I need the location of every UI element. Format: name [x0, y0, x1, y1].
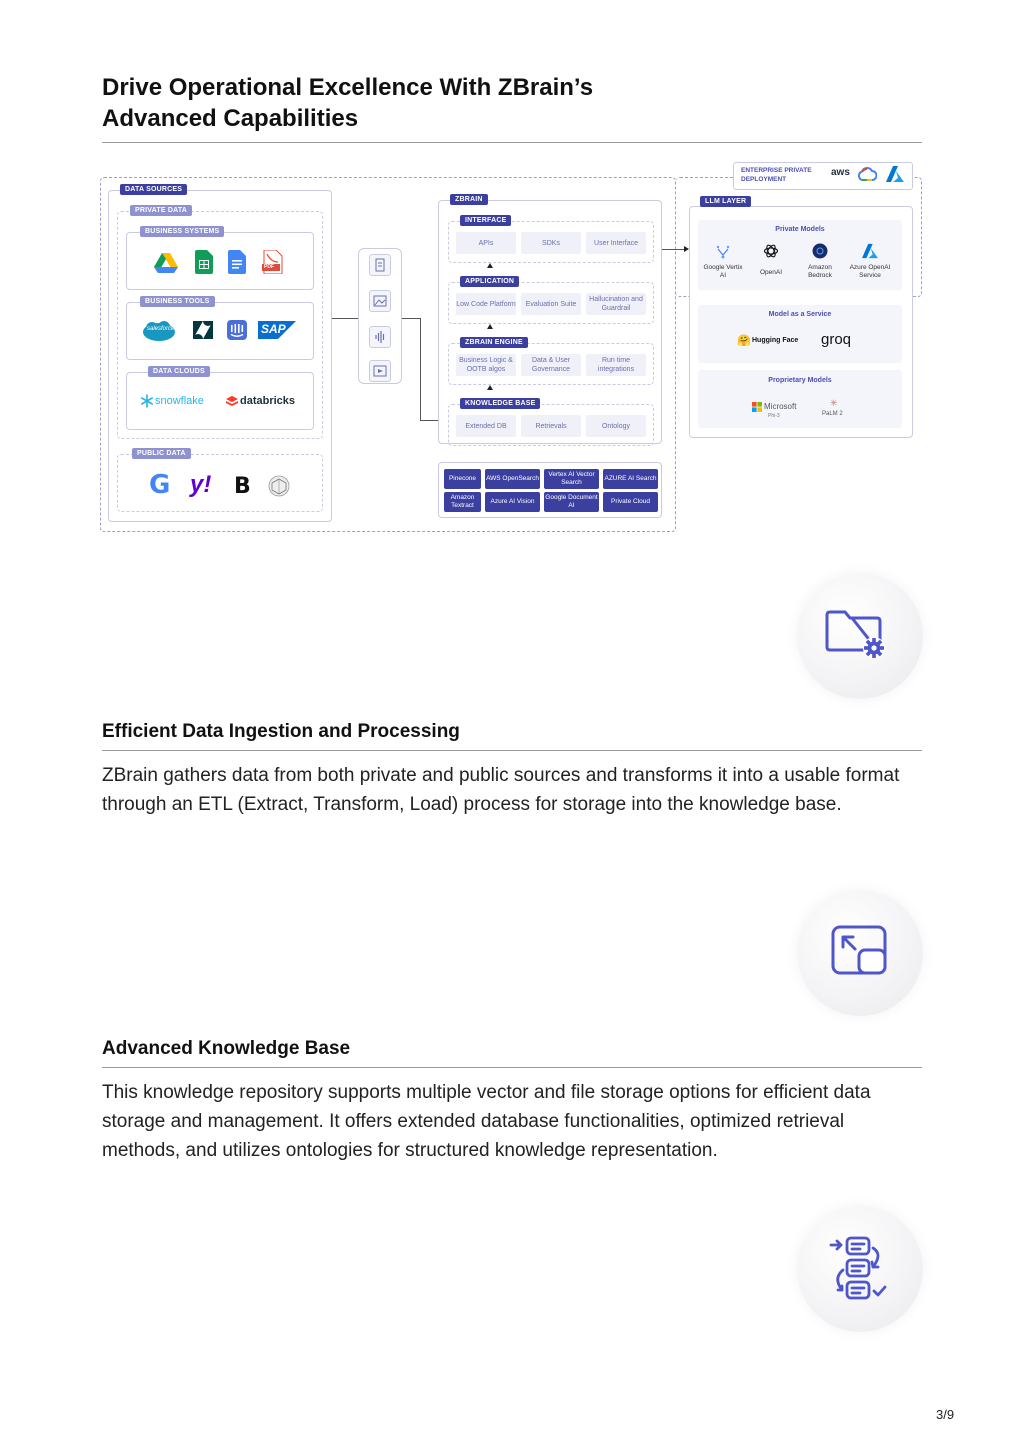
section-text-knowledge-base: This knowledge repository supports multiple vector and file storage options for efficient data storage and management. It offers extended database functionalities, optimized retrieval methods, and utilizes ontologies for structured knowledge representation. [102, 1082, 871, 1161]
vertex-ai-icon [715, 243, 731, 259]
google-cloud-icon [857, 167, 877, 182]
expand-window-icon [797, 890, 923, 1016]
databricks-label: databricks [240, 395, 296, 407]
palm-label: PaLM 2 [822, 411, 843, 417]
pdf-label: PDF [264, 264, 274, 270]
microsoft-label: Microsoft [764, 402, 797, 411]
llm-layer-tag: LLM LAYER [700, 196, 751, 207]
palm-icon: ✳ [830, 398, 838, 408]
folder-gear-icon [797, 573, 923, 699]
interface-tag: INTERFACE [460, 215, 511, 226]
extended-db-cell: Extended DB [456, 415, 516, 437]
page-title-line1: Drive Operational Excellence With ZBrain’s [102, 74, 594, 101]
video-glyph [373, 364, 387, 378]
intercom-icon [227, 320, 247, 340]
business-tools-tag: BUSINESS TOOLS [140, 296, 215, 307]
public-data-tag: PUBLIC DATA [132, 448, 191, 459]
hugging-face-label: Hugging Face [752, 337, 799, 344]
snowflake-icon [140, 394, 154, 408]
knowledge-base-tag: KNOWLEDGE BASE [460, 398, 540, 409]
section-divider-ingestion [102, 750, 922, 751]
zendesk-icon [192, 320, 214, 340]
connector-sources [332, 318, 358, 319]
openai-label: OpenAI [759, 269, 783, 276]
bedrock-icon [812, 243, 828, 259]
store-azure-ai-vision: Azure AI Vision [485, 492, 540, 512]
private-data-tag: PRIVATE DATA [130, 205, 192, 216]
azure-openai-label: Azure OpenAI Service [849, 264, 891, 279]
governance-cell: Data & User Governance [521, 354, 581, 376]
sap-label: SAP [261, 322, 286, 336]
wikipedia-icon [268, 475, 290, 497]
openai-icon [763, 243, 779, 259]
section-text-ingestion: ZBrain gathers data from both private and public sources and transforms it into a usable format through an ETL (Extract, Transform, Load) process for storage into the knowledge base. [102, 765, 900, 815]
page-title [102, 72, 922, 134]
arrow-up-engine [487, 385, 493, 390]
azure-openai-icon [862, 243, 878, 259]
hallucination-cell: Hallucination and Guardrail [586, 293, 646, 315]
microsoft-icon [752, 402, 762, 412]
databricks-icon [226, 396, 238, 408]
store-azure-ai-search: AZURE AI Search [603, 469, 658, 489]
store-private-cloud: Private Cloud [603, 492, 658, 512]
store-amazon-textract: Amazon Textract [444, 492, 481, 512]
groq-label: groq [821, 331, 852, 348]
google-logo: G [149, 470, 171, 500]
audio-glyph [373, 330, 387, 344]
section-divider-knowledge-base [102, 1067, 922, 1068]
yahoo-logo: y! [190, 471, 212, 498]
google-docs-icon [228, 250, 246, 274]
azure-icon [886, 166, 904, 182]
apis-cell: APIs [456, 232, 516, 254]
connector-to-llm [662, 249, 684, 250]
store-vertex-ai: Vertex AI Vector Search [544, 469, 599, 489]
zbrain-tag: ZBRAIN [450, 194, 488, 205]
ontology-cell: Ontology [586, 415, 646, 437]
proprietary-box [698, 370, 902, 428]
maas-title: Model as a Service [768, 311, 832, 318]
salesforce-label: salesforce [147, 326, 175, 332]
arrow-up-application [487, 324, 493, 329]
google-vertex-label: Google Vertix AI [703, 264, 743, 279]
connector-etl [402, 318, 420, 319]
proprietary-title: Proprietary Models [768, 377, 832, 384]
page-title-line2: Advanced Capabilities [102, 105, 359, 132]
sdks-cell: SDKs [521, 232, 581, 254]
snowflake-label: snowflake [155, 395, 204, 407]
business-systems-tag: BUSINESS SYSTEMS [140, 226, 224, 237]
user-interface-cell: User Interface [586, 232, 646, 254]
arrow-up-interface [487, 263, 493, 268]
document-glyph [373, 258, 387, 272]
engine-tag: ZBRAIN ENGINE [460, 337, 528, 348]
low-code-cell: Low Code Platform [456, 293, 516, 315]
public-data-group [117, 454, 323, 512]
retrievals-cell: Retrievals [521, 415, 581, 437]
evaluation-cell: Evaluation Suite [521, 293, 581, 315]
runtime-cell: Run time integrations [586, 354, 646, 376]
architecture-diagram [100, 160, 924, 535]
pdf-icon [262, 250, 284, 274]
data-sources-tag: DATA SOURCES [120, 184, 187, 195]
maas-box [698, 305, 902, 363]
section-heading-ingestion: Efficient Data Ingestion and Processing [102, 721, 460, 742]
google-drive-icon [154, 252, 178, 274]
bedrock-label: Amazon Bedrock [808, 264, 832, 279]
private-models-title: Private Models [775, 226, 825, 233]
application-tag: APPLICATION [460, 276, 519, 287]
connector-etl-down [420, 318, 421, 420]
store-aws-opensearch: AWS OpenSearch [485, 469, 540, 489]
store-pinecone: Pinecone [444, 469, 481, 489]
section-heading-knowledge-base: Advanced Knowledge Base [102, 1038, 351, 1059]
phi-label: Phi-3 [768, 413, 780, 419]
business-logic-cell: Business Logic & OOTB algos [456, 354, 516, 376]
bing-logo: B [234, 474, 251, 499]
google-sheets-icon [195, 250, 213, 274]
document-workflow-icon [797, 1206, 923, 1332]
image-glyph [373, 294, 387, 308]
enterprise-label: ENTERPRISE PRIVATE DEPLOYMENT [741, 167, 812, 183]
aws-logo: aws [831, 167, 850, 178]
title-divider [102, 142, 922, 143]
store-google-document-ai: Google Document AI [544, 492, 599, 512]
data-clouds-tag: DATA CLOUDS [148, 366, 210, 377]
page-number: 3/9 [936, 1407, 955, 1422]
hugging-face-icon: 🤗 [737, 335, 751, 347]
